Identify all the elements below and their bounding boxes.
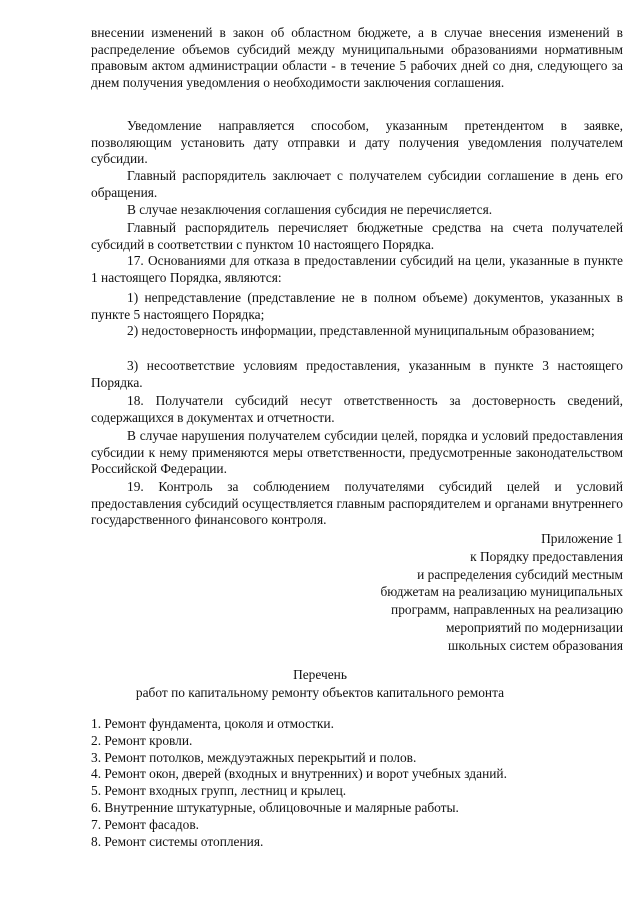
- paragraph-agreement: Главный распорядитель заключает с получателем субсидии соглашение в день его обращения.: [91, 168, 623, 200]
- list-item: 3. Ремонт потолков, междуэтажных перекрытий и полов.: [91, 749, 417, 765]
- paragraph-18: 18. Получатели субсидий несут ответственность за достоверность сведений, содержащихся в документах и отчетности.: [91, 393, 623, 425]
- list-item: 4. Ремонт окон, дверей (входных и внутренних) и ворот учебных зданий.: [91, 766, 507, 782]
- paragraph-notification: Уведомление направляется способом, указанным претендентом в заявке, позволяющим установить дату отправки и дату получения уведомления получателем субсидии.: [91, 118, 623, 166]
- paragraph-17-item-1: 1) непредставление (представление не в полном объеме) документов, указанных в пункте 5 настоящего Порядка;: [91, 290, 623, 322]
- list-item: 5. Ремонт входных групп, лестниц и крылец.: [91, 783, 347, 799]
- paragraph-17-item-3: 3) несоответствие условиям предоставления, указанным в пункте 3 настоящего Порядка.: [91, 358, 623, 390]
- paragraph-19: 19. Контроль за соблюдением получателями субсидий целей и условий предоставления субсидий осуществляется главным распорядителем и органами внутреннего государственного финансового контроля.: [91, 479, 623, 527]
- paragraph-responsibility: В случае нарушения получателем субсидии целей, порядка и условий предоставления субсидии к нему применяются меры ответственности, предусмотренные законодательством Российской Федерации.: [91, 428, 623, 476]
- list-item: 1. Ремонт фундамента, цоколя и отмостки.: [91, 716, 334, 731]
- appendix-line: мероприятий по модернизации: [445, 619, 623, 635]
- paragraph-no-agreement: В случае незаключения соглашения субсидия не перечисляется.: [127, 202, 493, 217]
- appendix-line: бюджетам на реализацию муниципальных: [380, 584, 623, 600]
- appendix-line: к Порядку предоставления: [470, 548, 623, 564]
- paragraph-17-item-2: 2) недостоверность информации, представленной муниципальным образованием;: [127, 323, 595, 338]
- list-item: 6. Внутренние штукатурные, облицовочные и малярные работы.: [91, 799, 459, 815]
- list-item: 2. Ремонт кровли.: [91, 732, 193, 748]
- list-item: 7. Ремонт фасадов.: [91, 816, 199, 832]
- paragraph-transfer: Главный распорядитель перечисляет бюджетные средства на счета получателей субсидий в соответствии с пунктом 10 настоящего Порядка.: [91, 220, 623, 252]
- list-item: 8. Ремонт системы отопления.: [91, 833, 264, 849]
- list-subtitle: работ по капитальному ремонту объектов капитального ремонта: [135, 685, 505, 700]
- appendix-line: Приложение 1: [541, 531, 623, 546]
- appendix-line: школьных систем образования: [448, 637, 623, 653]
- list-title: Перечень: [293, 667, 347, 682]
- works-list: [91, 716, 621, 850]
- appendix-header: [323, 530, 623, 655]
- appendix-line: программ, направленных на реализацию: [391, 602, 623, 618]
- appendix-line: и распределения субсидий местным: [417, 566, 623, 582]
- paragraph-continuation: внесении изменений в закон об областном бюджете, а в случае внесения изменений в распределение объемов субсидий между муниципальными образованиями нормативным правовым актом администрации области - в течение 5 рабочих дней со дня, следующего за днем получения уведомления о необходимости заключения соглашения.: [91, 25, 623, 90]
- paragraph-17: 17. Основаниями для отказа в предоставлении субсидий на цели, указанные в пункте 1 настоящего Порядка, являются:: [91, 253, 623, 285]
